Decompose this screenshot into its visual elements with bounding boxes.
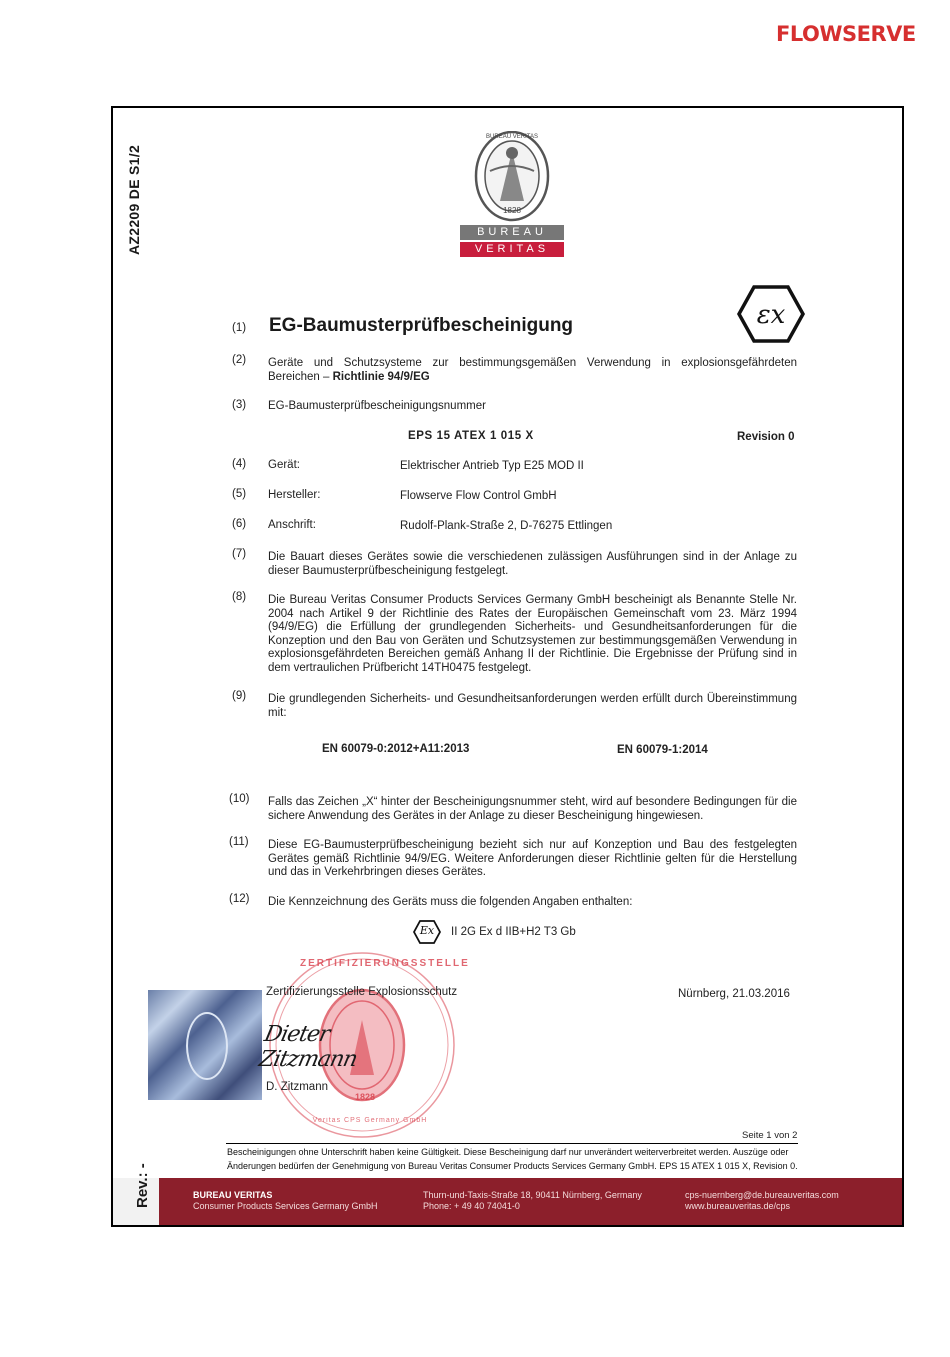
seal-bottom-text: Veritas CPS Germany GmbH: [312, 1117, 428, 1124]
item-10-text: Falls das Zeichen „X“ hinter der Bescheinigungsnummer steht, wird auf besondere Bedingungen für die sichere Anwendung des Gerätes in der Anlage zu dieser Bescheinigung hingewiesen.: [268, 796, 797, 822]
item-number: (11): [229, 836, 249, 848]
page-number: Seite 1 von 2: [742, 1130, 798, 1141]
bv-year: 1828: [503, 206, 521, 215]
item-number: (1): [232, 322, 247, 334]
item-3-text: EG-Baumusterprüfbescheinigungsnummer: [268, 400, 486, 412]
standard-2: EN 60079-1:2014: [617, 744, 708, 756]
item-number: (10): [229, 793, 250, 805]
item-number: (5): [232, 488, 247, 500]
manufacturer-value: Flowserve Flow Control GmbH: [400, 490, 557, 502]
place-date: Nürnberg, 21.03.2016: [678, 988, 790, 1000]
footer-divider: [226, 1143, 798, 1144]
item-number: (7): [232, 548, 247, 560]
address-label: Anschrift:: [268, 519, 316, 531]
ex-hexagon-icon: [737, 285, 805, 343]
flowserve-logo: FLOWSERVE: [776, 22, 916, 46]
signature: Dieter Zitzmann: [256, 1022, 360, 1072]
item-number: (4): [232, 458, 247, 470]
item-number: (6): [232, 518, 247, 530]
bv-ring-text: BUREAU VERITAS: [486, 134, 538, 140]
item-number: (9): [232, 690, 247, 702]
revision-label: Rev.: -: [134, 1163, 151, 1208]
footer-line-1: Bescheinigungen ohne Unterschrift haben keine Gültigkeit. Diese Bescheinigung darf nur unverändert weiterverbreitet werden. Auszüge oder: [227, 1147, 789, 1157]
item-number: (8): [232, 591, 247, 603]
signer-name: D. Zitzmann: [266, 1081, 328, 1093]
device-label: Gerät:: [268, 459, 300, 471]
item-number: (3): [232, 399, 247, 411]
revision: Revision 0: [737, 431, 795, 443]
footer-line-2: Änderungen bedürfen der Genehmigung von Bureau Veritas Consumer Products Services Germany GmbH. EPS 15 ATEX 1 015 X, Revision 0.: [227, 1161, 798, 1171]
item-12-text: Die Kennzeichnung des Geräts muss die folgenden Angaben enthalten:: [268, 896, 633, 908]
item-7-text: Die Bauart dieses Gerätes sowie die verschiedenen zulässigen Ausführungen sind in der Anlage zu dieser Baumusterprüfbescheinigung festgelegt.: [268, 551, 797, 577]
item-2-text: Geräte und Schutzsysteme zur bestimmungsgemäßen Verwendung in explosionsgefährdeten Bereichen – Richtlinie 94/9/EG: [268, 357, 797, 383]
standard-1: EN 60079-0:2012+A11:2013: [322, 743, 470, 755]
item-number: (12): [229, 893, 250, 905]
item-9-text: Die grundlegenden Sicherheits- und Gesundheitsanforderungen werden erfüllt durch Übereinstimmung mit:: [268, 693, 797, 719]
hologram-ring: [186, 1012, 228, 1080]
ex-marking-symbol: Ex: [419, 924, 435, 937]
band-address: Thurn-und-Taxis-Straße 18, 90411 Nürnberg, Germany Phone: + 49 40 74041-0: [423, 1190, 642, 1211]
address-value: Rudolf-Plank-Straße 2, D-76275 Ettlingen: [400, 520, 613, 532]
item-8-text: Die Bureau Veritas Consumer Products Services Germany GmbH bescheinigt als Benannte Stelle Nr. 2004 nach Artikel 9 der Richtlinie des Rates der Europäischen Gemeinschaft vom 23. März 1994 (94/9/EG) die Erfüllung der grundlegenden Sicherheits- und Gesundheitsanforderungen für die Konzeption und den Bau von Geräten und Schutzsystemen zur bestimmungsgemäßen Verwendung in explosionsgefährdeten Bereichen gemäß Anhang II der Richtlinie. Die Ergebnisse der Prüfung sind in dem vertraulichen Prüfbericht 14TH0475 festgelegt.: [268, 594, 797, 674]
bv-word-veritas: VERITAS: [460, 242, 564, 257]
band-contact: cps-nuernberg@de.bureauveritas.com www.bureauveritas.de/cps: [685, 1190, 839, 1211]
marking-text: II 2G Ex d IIB+H2 T3 Gb: [451, 926, 576, 938]
certificate-number: EPS 15 ATEX 1 015 X: [408, 430, 534, 442]
item-number: (2): [232, 354, 247, 366]
seal-year: 1828: [354, 1092, 376, 1102]
document-code: AZ2209 DE S1/2: [126, 144, 142, 255]
band-company: BUREAU VERITAS Consumer Products Services Germany GmbH: [193, 1190, 378, 1211]
seal-ring-text: ZERTIFIZIERUNGSSTELLE: [300, 958, 470, 969]
certificate-title: EG-Baumusterprüfbescheinigung: [269, 315, 574, 336]
device-value: Elektrischer Antrieb Typ E25 MOD II: [400, 460, 584, 472]
certification-body: Zertifizierungsstelle Explosionsschutz: [266, 986, 458, 998]
item-11-text: Diese EG-Baumusterprüfbescheinigung bezieht sich nur auf Konzeption und Bau des festgelegten Gerätes gemäß Richtlinie 94/9/EG. Weitere Anforderungen dieser Richtlinie gelten für die Herstellung und das in Verkehrbringen dieses Gerätes.: [268, 839, 797, 878]
bv-word-bureau: BUREAU: [460, 225, 564, 240]
manufacturer-label: Hersteller:: [268, 489, 321, 501]
svg-text:εx: εx: [756, 300, 786, 330]
